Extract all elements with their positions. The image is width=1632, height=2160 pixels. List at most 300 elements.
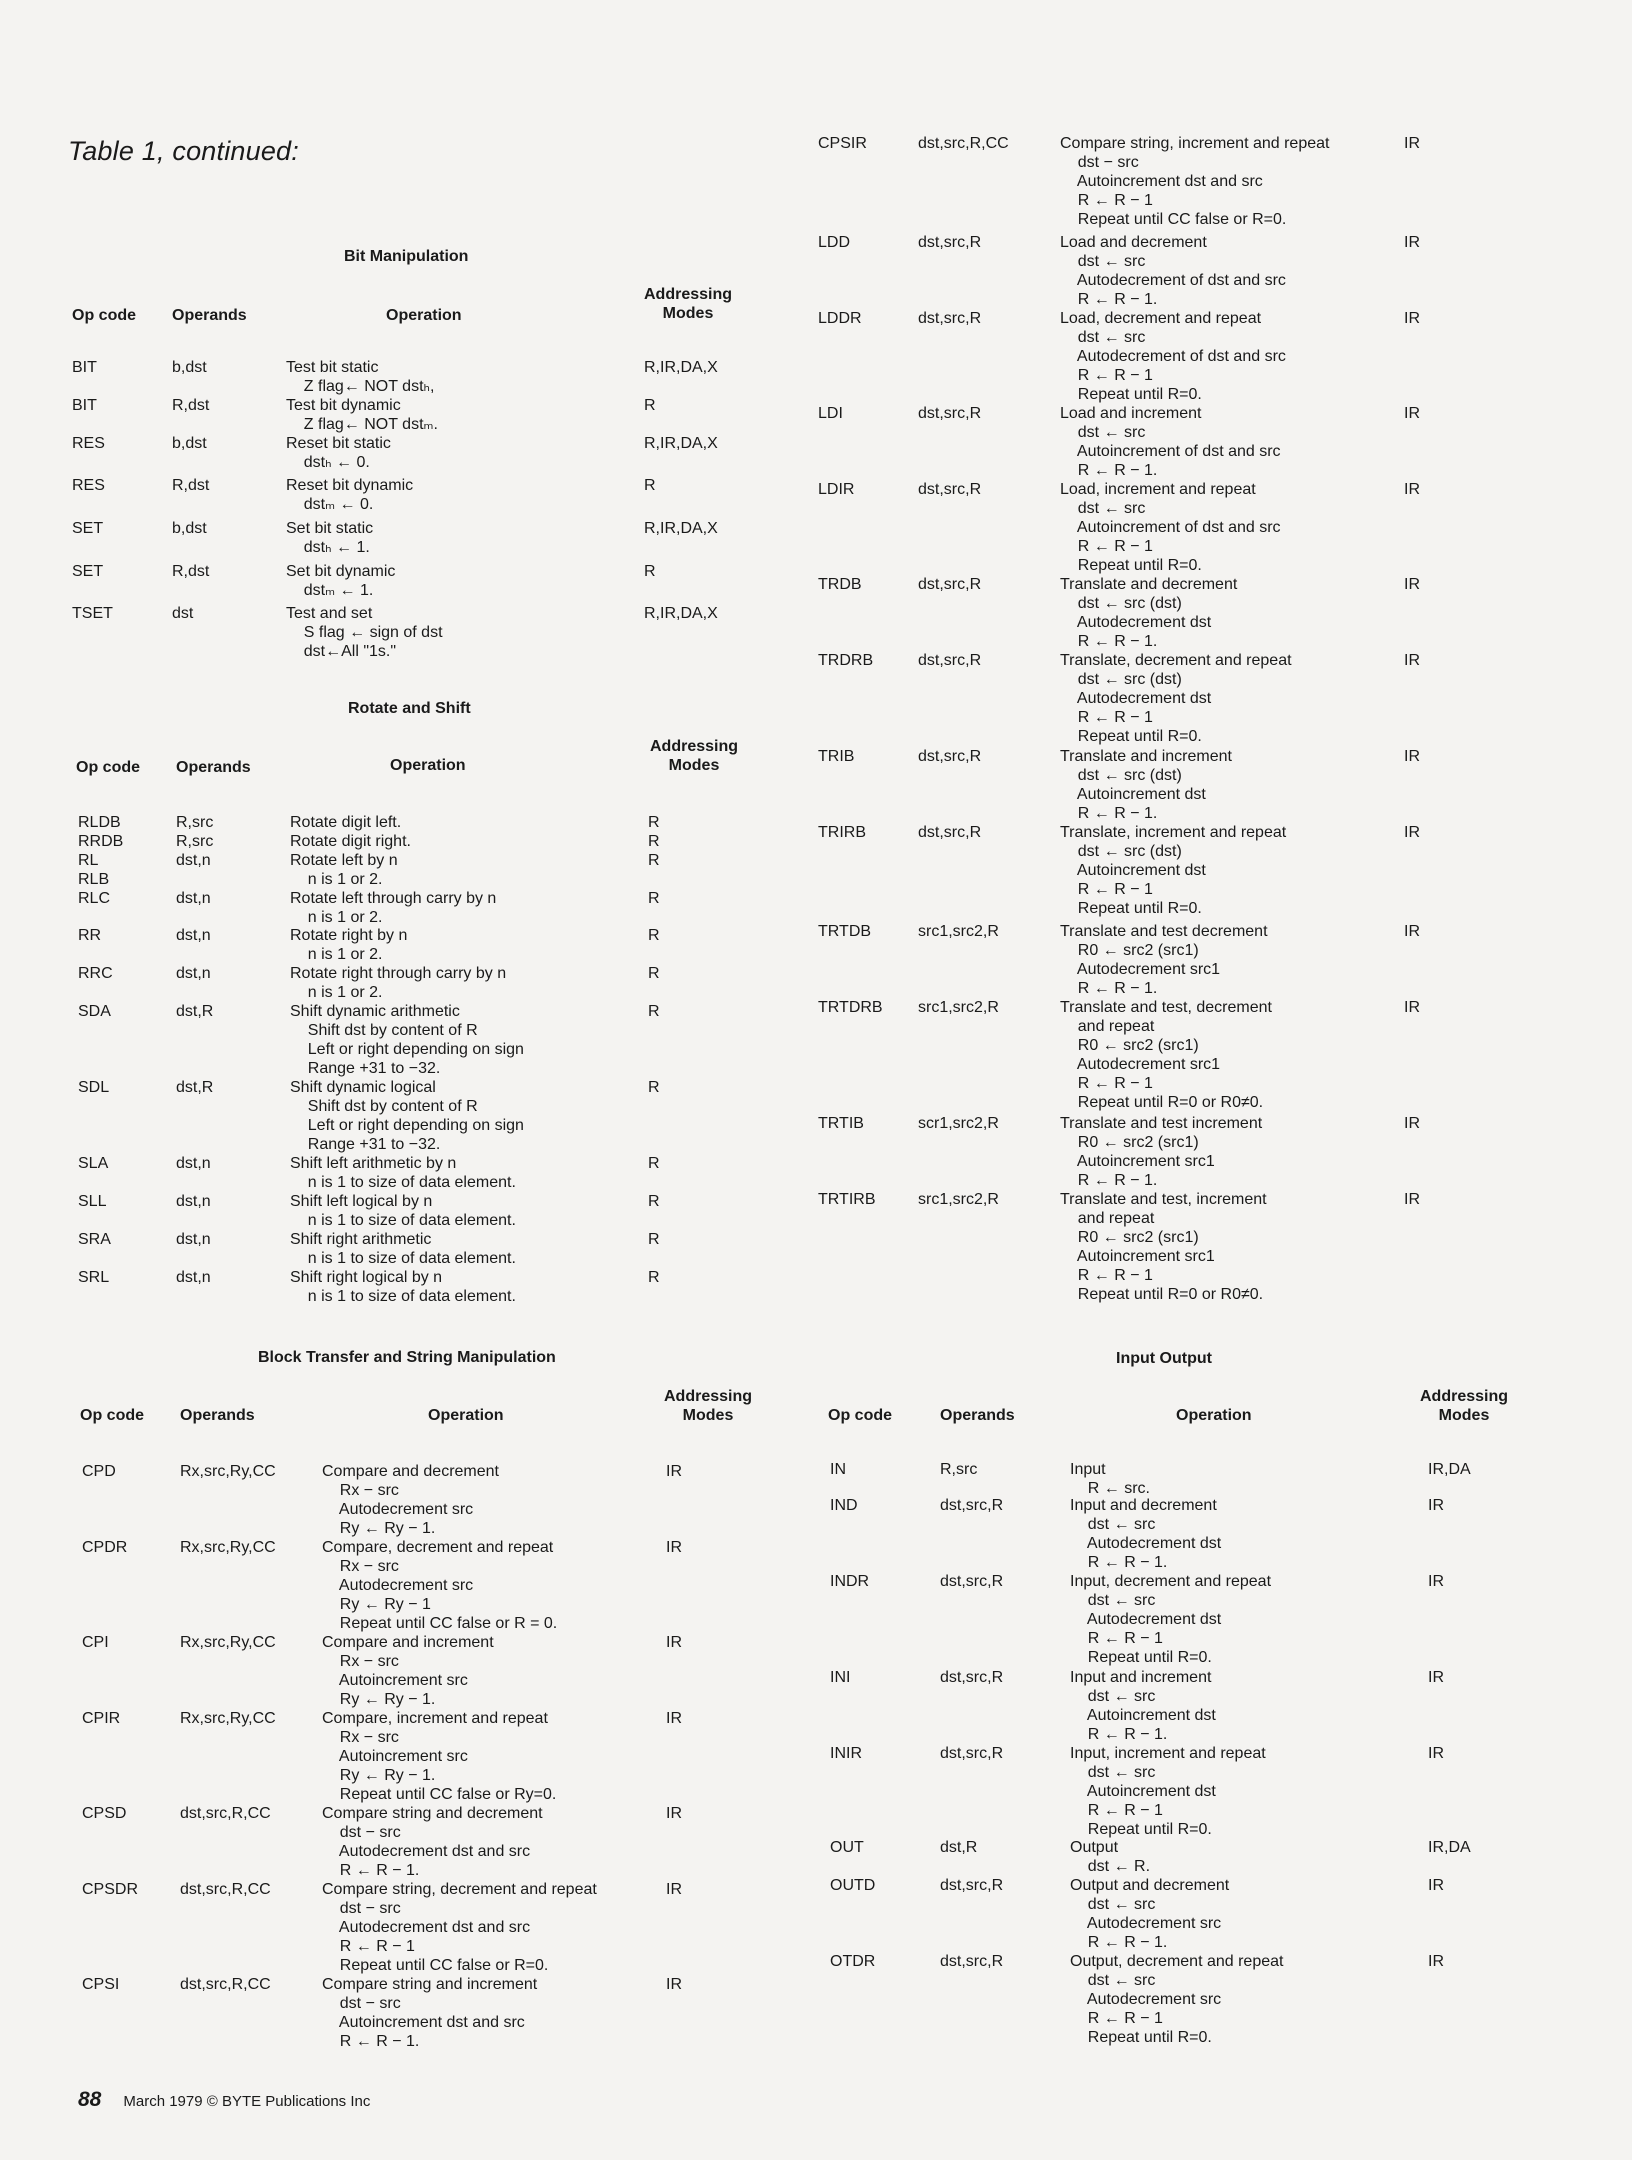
operands-cell: dst,n [176,890,211,907]
operation-line: R0 ← src2 (src1) [1060,1229,1199,1246]
operands-cell: dst,src,R [940,1953,1004,1970]
operation-line: Autoincrement of dst and src [1060,443,1281,460]
operation-line: Rotate right through carry by n [290,965,507,982]
operation-line: Repeat until CC false or R=0. [322,1957,549,1974]
operation-line: Autodecrement src1 [1060,1056,1221,1073]
operation-line: n is 1 or 2. [290,909,383,926]
opcode-cell: CPI [82,1634,109,1651]
operands-cell: b,dst [172,520,207,537]
opcode-cell: TRIB [818,748,855,765]
opcode-cell: LDI [818,405,843,422]
operation-line: Left or right depending on sign [290,1041,524,1058]
operation-line: Input, decrement and repeat [1070,1573,1272,1590]
addressing-modes-cell: R [648,1231,660,1248]
operation-line: Compare string, decrement and repeat [322,1881,597,1898]
addressing-modes-cell: R [648,833,660,850]
addressing-modes-cell: IR [1428,1745,1444,1762]
operation-line: Translate and increment [1060,748,1232,765]
addressing-modes-cell: R [648,890,660,907]
addressing-modes-cell: IR [666,1463,682,1480]
operation-line: Input and decrement [1070,1497,1217,1514]
operands-cell: dst,R [176,1003,214,1020]
addressing-modes-cell: IR [666,1881,682,1898]
operation-line: Z flag← NOT dstₘ. [286,416,438,433]
operation-cell [286,562,395,600]
operation-line: Autoincrement src [322,1672,468,1689]
addressing-modes-cell: IR [666,1976,682,1993]
operands-cell: src1,src2,R [918,999,999,1016]
operation-line: R ← R − 1. [1070,1934,1168,1951]
operands-cell: R,dst [172,563,210,580]
header-operation: Operation [428,1407,504,1424]
operation-cell [322,1975,537,2051]
operation-cell [322,1633,494,1709]
operation-cell [290,1078,524,1154]
operation-line: Autodecrement dst [1070,1535,1222,1552]
operands-cell: R,dst [172,477,210,494]
operation-cell [322,1804,543,1880]
operation-line: dst ← R. [1070,1858,1151,1875]
operands-cell: b,dst [172,435,207,452]
header-operands: Operands [180,1407,255,1424]
operation-line: dst ← src [1060,329,1146,346]
header-addressing [664,1387,752,1425]
opcode-cell: BIT [72,359,97,376]
operation-line: Reset bit static [286,435,391,452]
addressing-modes-cell: IR [666,1805,682,1822]
operation-cell [1060,134,1329,229]
section-title-bit: Bit Manipulation [344,248,469,265]
opcode-cell: CPSI [82,1976,120,1993]
addressing-modes-cell: IR [1404,234,1420,251]
operation-line: Autoincrement src1 [1060,1248,1215,1265]
operands-cell: dst,n [176,852,211,869]
operands-cell: dst,src,R [918,652,982,669]
operation-line: dstₕ ← 1. [286,539,370,556]
operation-line: Autoincrement of dst and src [1060,519,1281,536]
addressing-modes-cell: R [648,1269,660,1286]
operation-line: Autodecrement src [322,1577,474,1594]
opcode-cell: OTDR [830,1953,876,1970]
opcode-cell: SRL [78,1269,110,1286]
operation-line: Compare string and decrement [322,1805,543,1822]
addressing-modes-cell: IR [1404,481,1420,498]
operands-cell: dst,src,R [918,234,982,251]
operation-line: Rotate right by n [290,927,408,944]
operands-cell: dst,src,R [940,1497,1004,1514]
operation-line: Repeat until R=0 or R0≠0. [1060,1094,1264,1111]
operation-line: R ← R − 1. [322,2033,420,2050]
opcode-cell: TRTIB [818,1115,864,1132]
operation-cell [1060,309,1286,404]
operation-cell [1060,823,1286,918]
operands-cell: dst,src,R [918,824,982,841]
section-title-block: Block Transfer and String Manipulation [258,1349,556,1366]
operands-cell: src1,src2,R [918,923,999,940]
operation-line: Compare string and increment [322,1976,538,1993]
header-operation: Operation [386,307,462,324]
operation-line: dst ← src (dst) [1060,767,1182,784]
operation-line: R ← R − 1. [1060,980,1158,997]
opcode-cell: RLC [78,890,111,907]
opcode-cell: IN [830,1461,846,1478]
addressing-modes-cell: R [648,1079,660,1096]
header-addressing-line2: Modes [682,1407,734,1424]
operation-line: Autodecrement dst [1060,690,1212,707]
operation-line: Shift left logical by n [290,1193,433,1210]
header-operation: Operation [390,757,466,774]
opcode-cell: RRC [78,965,113,982]
addressing-modes-cell: IR [1404,405,1420,422]
opcode-cell: LDIR [818,481,855,498]
opcode-cell: INIR [830,1745,862,1762]
addressing-modes-cell: IR [1428,1669,1444,1686]
opcode-cell: SDL [78,1079,110,1096]
opcode-cell: RL [78,852,99,869]
opcode-cell: LDDR [818,310,862,327]
operands-cell: R,dst [172,397,210,414]
operands-cell: dst,src,R [940,1669,1004,1686]
header-operands: Operands [172,307,247,324]
operation-line: Ry ← Ry − 1. [322,1767,436,1784]
operation-line: Shift right logical by n [290,1269,443,1286]
operation-line: Range +31 to −32. [290,1136,441,1153]
opcode-cell: CPD [82,1463,116,1480]
operation-line: Repeat until CC false or Ry=0. [322,1786,557,1803]
operation-line: Output [1070,1839,1119,1856]
operation-line: dstₕ ← 0. [286,454,370,471]
opcode-cell: CPIR [82,1710,121,1727]
operation-line: R ← R − 1. [1060,633,1158,650]
operation-line: Load and increment [1060,405,1202,422]
footer [78,2088,370,2112]
addressing-modes-cell: IR [1428,1877,1444,1894]
opcode-cell: TRTIRB [818,1191,876,1208]
operation-line: Autodecrement dst and src [322,1843,531,1860]
opcode-cell: RRDB [78,833,124,850]
operation-cell [290,1268,516,1306]
opcode-cell: BIT [72,397,97,414]
operation-line: dst ← src [1060,424,1146,441]
header-opcode: Op code [72,307,137,324]
operation-line: n is 1 or 2. [290,984,383,1001]
operands-cell: dst,src,R [918,748,982,765]
operation-line: Autoincrement dst [1070,1707,1216,1724]
operation-line: Autodecrement src [1070,1991,1222,2008]
opcode-cell: TRTDB [818,923,872,940]
operation-line: Rotate digit right. [290,833,411,850]
operation-line: Autodecrement of dst and src [1060,348,1286,365]
operands-cell: dst,src,R,CC [918,135,1009,152]
operation-line: S flag ← sign of dst [286,624,443,641]
operation-line: Ry ← Ry − 1. [322,1691,436,1708]
opcode-cell: RES [72,435,105,452]
operation-cell [1060,1190,1267,1304]
operation-cell [1060,575,1237,651]
operation-line: dst ← src [1070,1516,1156,1533]
operation-line: R ← R − 1. [1070,1554,1168,1571]
opcode-cell: OUTD [830,1877,876,1894]
operation-cell [286,434,391,472]
operation-line: Set bit dynamic [286,563,396,580]
operation-cell [1060,747,1232,823]
addressing-modes-cell: IR [666,1634,682,1651]
operation-line: R ← R − 1 [1060,881,1153,898]
header-addressing [644,285,732,323]
addressing-modes-cell: IR [666,1710,682,1727]
operation-line: Rotate left through carry by n [290,890,497,907]
operation-line: Load, decrement and repeat [1060,310,1262,327]
addressing-modes-cell: R,IR,DA,X [644,359,718,376]
addressing-modes-cell: IR [1404,310,1420,327]
operands-cell: dst,src,R [918,481,982,498]
operation-cell [1070,1838,1150,1876]
addressing-modes-cell: R [644,563,656,580]
operation-cell [1070,1496,1221,1572]
operation-cell [1070,1952,1283,2047]
operation-line: Autoincrement dst [1070,1783,1216,1800]
operation-line: Autodecrement of dst and src [1060,272,1286,289]
operation-line: R ← R − 1. [1060,1172,1158,1189]
header-operands: Operands [940,1407,1015,1424]
operation-line: dst ← src (dst) [1060,595,1182,612]
opcode-cell: SET [72,520,104,537]
section-title-rotate: Rotate and Shift [348,700,471,717]
operands-cell: b,dst [172,359,207,376]
operation-line: dst − src [322,1900,401,1917]
operation-cell [322,1709,556,1804]
operation-line: Compare and increment [322,1634,494,1651]
operation-line: Load and decrement [1060,234,1207,251]
operation-cell [1060,233,1286,309]
operands-cell: dst,n [176,1269,211,1286]
operation-line: n is 1 to size of data element. [290,1250,516,1267]
opcode-cell: CPSD [82,1805,127,1822]
header-addressing-line1: Addressing [1420,1388,1509,1405]
operation-line: dst ← src [1070,1688,1156,1705]
operation-cell [290,832,411,851]
operation-line: dst←All "1s." [286,643,397,660]
opcode-cell: TRDB [818,576,862,593]
operands-cell: R,src [176,814,214,831]
header-addressing-line2: Modes [1438,1407,1490,1424]
operands-cell: dst,src,R [940,1877,1004,1894]
operation-line: dst ← src (dst) [1060,671,1182,688]
header-opcode: Op code [76,759,141,776]
operation-line: Autodecrement dst and src [322,1919,531,1936]
operands-cell: dst,src,R,CC [180,1976,271,1993]
operation-line: Reset bit dynamic [286,477,414,494]
addressing-modes-cell: R,IR,DA,X [644,605,718,622]
operands-cell: dst,src,R [940,1745,1004,1762]
operation-line: Autodecrement src [322,1501,474,1518]
operation-line: Shift dynamic arithmetic [290,1003,460,1020]
operation-line: R ← R − 1. [1060,805,1158,822]
operation-line: Shift dst by content of R [290,1098,478,1115]
operands-cell: dst,src,R [918,310,982,327]
header-addressing-line1: Addressing [644,286,733,303]
operation-line: Translate, decrement and repeat [1060,652,1292,669]
addressing-modes-cell: R [648,1193,660,1210]
operation-line: dstₘ ← 1. [286,582,374,599]
operation-line: R ← R − 1 [1060,367,1153,384]
addressing-modes-cell: R,IR,DA,X [644,435,718,452]
operation-line: Ry ← Ry − 1 [322,1596,431,1613]
operation-line: Repeat until R=0. [1070,2029,1212,2046]
opcode-cell: TRTDRB [818,999,883,1016]
operation-cell [290,1002,524,1078]
opcode-cell: IND [830,1497,858,1514]
operation-cell [286,519,373,557]
operation-cell [322,1462,499,1538]
operation-line: n is 1 to size of data element. [290,1174,516,1191]
addressing-modes-cell: IR,DA [1428,1461,1471,1478]
operands-cell: Rx,src,Ry,CC [180,1539,276,1556]
operands-cell: dst,n [176,1155,211,1172]
opcode-cell: CPSDR [82,1881,139,1898]
operation-line: Test bit static [286,359,379,376]
operation-cell [286,476,413,514]
operands-cell: dst,n [176,1193,211,1210]
operation-line: Repeat until R=0. [1070,1649,1212,1666]
opcode-cell: RLB [78,871,110,888]
addressing-modes-cell: IR [666,1539,682,1556]
operation-line: Autodecrement src [1070,1915,1222,1932]
operation-line: Autoincrement src [322,1748,468,1765]
operation-line: dst ← src [1070,1764,1156,1781]
operands-cell: dst,src,R [940,1573,1004,1590]
opcode-cell: SRA [78,1231,111,1248]
operation-cell [1060,922,1268,998]
operation-line: dst ← src (dst) [1060,843,1182,860]
operation-line: dst − src [322,1824,401,1841]
addressing-modes-cell: IR [1428,1497,1444,1514]
operation-cell [286,358,434,396]
operation-line: Autodecrement src1 [1060,961,1221,978]
addressing-modes-cell: IR [1404,923,1420,940]
operation-line: Autoincrement dst [1060,786,1206,803]
addressing-modes-cell: IR,DA [1428,1839,1471,1856]
operation-line: Compare string, increment and repeat [1060,135,1330,152]
operation-cell [290,1192,516,1230]
addressing-modes-cell: R [644,397,656,414]
operation-line: Shift left arithmetic by n [290,1155,457,1172]
operands-cell: dst,src,R,CC [180,1881,271,1898]
operation-line: Input, increment and repeat [1070,1745,1266,1762]
operation-line: Repeat until R=0. [1070,1821,1212,1838]
page-title: Table 1, continued: [68,136,299,166]
addressing-modes-cell: R,IR,DA,X [644,520,718,537]
page-number: 88 [78,2088,102,2111]
operation-line: n is 1 or 2. [290,946,383,963]
operation-cell [290,813,401,832]
opcode-cell: INDR [830,1573,870,1590]
operation-cell [290,964,506,1002]
operation-line: Shift dst by content of R [290,1022,478,1039]
header-operands: Operands [176,759,251,776]
operation-line: dst ← src [1070,1592,1156,1609]
operation-line: R0 ← src2 (src1) [1060,942,1199,959]
operation-line: Translate and test, increment [1060,1191,1267,1208]
operation-cell [1060,480,1281,575]
opcode-cell: RR [78,927,102,944]
section-title-io: Input Output [1116,1350,1212,1367]
opcode-cell: TRDRB [818,652,874,669]
addressing-modes-cell: IR [1404,652,1420,669]
operation-line: R ← R − 1 [1070,1802,1163,1819]
opcode-cell: CPSIR [818,135,867,152]
addressing-modes-cell: R [648,852,660,869]
addressing-modes-cell: IR [1404,999,1420,1016]
operation-line: R ← R − 1. [1070,1726,1168,1743]
opcode-cell: LDD [818,234,851,251]
operation-cell [1060,1114,1262,1190]
operation-line: n is 1 or 2. [290,871,383,888]
operation-line: Output, decrement and repeat [1070,1953,1284,1970]
header-addressing [1420,1387,1508,1425]
header-addressing-line1: Addressing [664,1388,753,1405]
operation-line: Input [1070,1461,1106,1478]
header-addressing-line1: Addressing [650,738,739,755]
operation-cell [290,1154,516,1192]
operation-line: Repeat until CC false or R = 0. [322,1615,558,1632]
operands-cell: dst,n [176,965,211,982]
operation-line: R ← R − 1 [1070,1630,1163,1647]
operands-cell: dst,src,R [918,405,982,422]
operands-cell: Rx,src,Ry,CC [180,1463,276,1480]
operation-line: Repeat until CC false or R=0. [1060,211,1287,228]
operation-line: and repeat [1060,1210,1155,1227]
operation-line: R ← src. [1070,1480,1150,1497]
operation-cell [1070,1572,1271,1667]
operation-cell [1070,1668,1216,1744]
operands-cell: src1,src2,R [918,1191,999,1208]
operation-line: Rx − src [322,1558,399,1575]
opcode-cell: OUT [830,1839,864,1856]
addressing-modes-cell: IR [1404,748,1420,765]
operation-line: dst ← src [1070,1972,1156,1989]
addressing-modes-cell: R [648,965,660,982]
operation-cell [290,870,382,889]
operation-line: dst ← src [1060,253,1146,270]
operation-line: dstₘ ← 0. [286,496,374,513]
operation-line: R ← R − 1 [1060,192,1153,209]
header-opcode: Op code [80,1407,145,1424]
operation-line: Translate and decrement [1060,576,1238,593]
operation-line: Rx − src [322,1729,399,1746]
operation-line: Compare and decrement [322,1463,499,1480]
opcode-cell: TRIRB [818,824,866,841]
operation-line: Rx − src [322,1482,399,1499]
operation-line: Load, increment and repeat [1060,481,1256,498]
operation-line: Z flag← NOT dstₕ, [286,378,435,395]
operation-line: Rotate left by n [290,852,398,869]
footer-copyright: March 1979 © BYTE Publications Inc [123,2093,371,2110]
operation-cell [1060,998,1272,1112]
operation-line: Autoincrement dst and src [1060,173,1263,190]
operation-line: Repeat until R=0. [1060,728,1202,745]
addressing-modes-cell: R [648,1155,660,1172]
operation-line: Ry ← Ry − 1. [322,1520,436,1537]
header-addressing-line2: Modes [668,757,720,774]
addressing-modes-cell: IR [1404,576,1420,593]
addressing-modes-cell: IR [1404,1115,1420,1132]
operation-cell [1070,1876,1229,1952]
operation-cell [290,1230,516,1268]
operands-cell: dst,n [176,927,211,944]
addressing-modes-cell: IR [1404,135,1420,152]
operation-line: Autoincrement dst and src [322,2014,525,2031]
